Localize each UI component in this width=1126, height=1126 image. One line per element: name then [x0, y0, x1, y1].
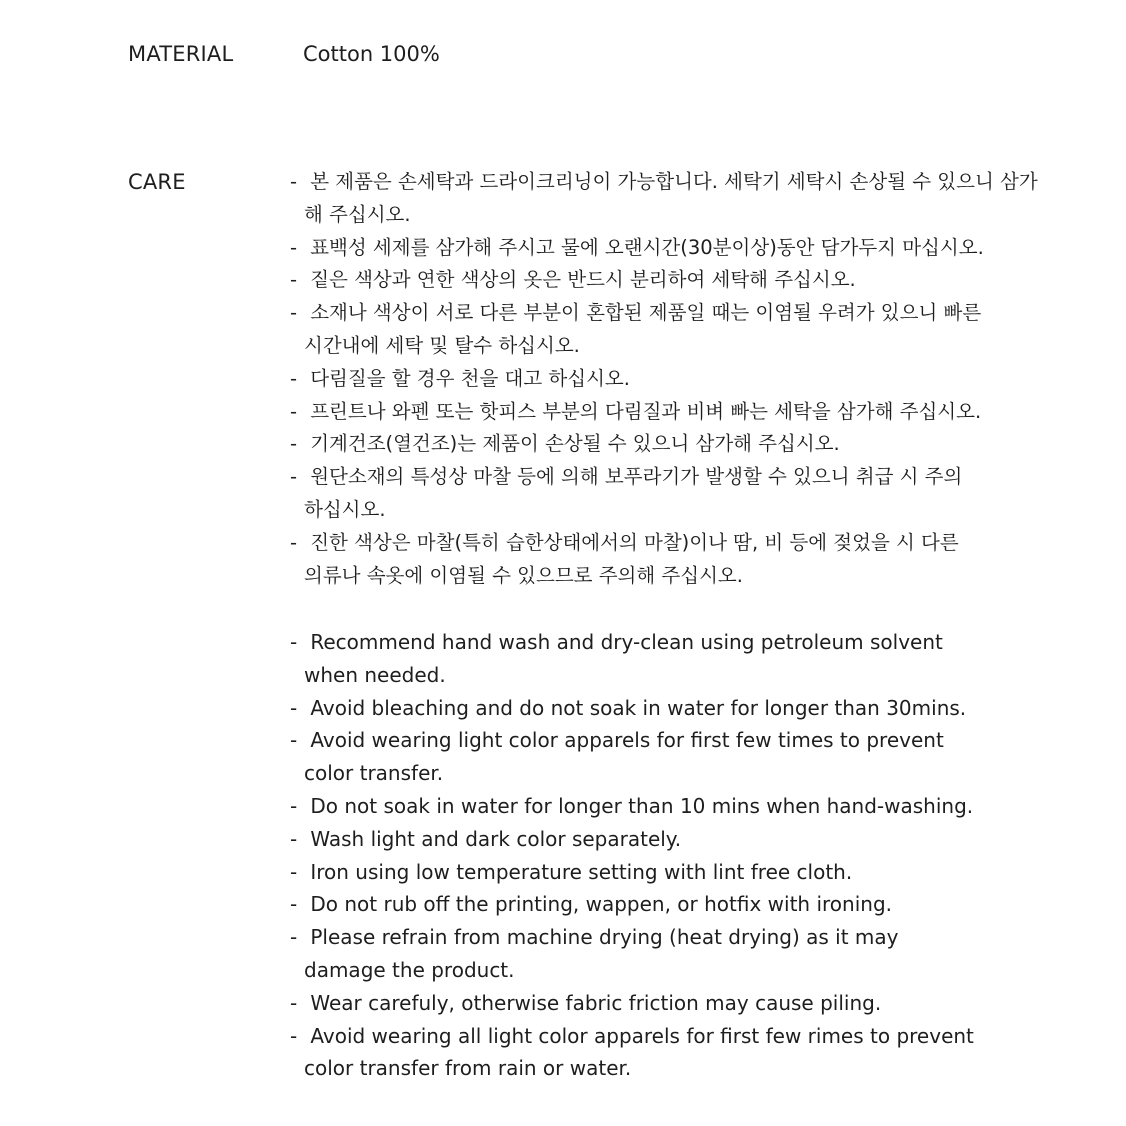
material-value: Cotton 100%: [303, 42, 440, 66]
material-label: MATERIAL: [128, 42, 234, 66]
care-ko-item: - 다림질을 할 경우 천을 대고 하십시오.: [290, 366, 630, 390]
care-en-item: - Do not soak in water for longer than 10 mins when hand-washing.: [290, 793, 974, 818]
care-instructions-english: [290, 626, 1080, 1085]
care-en-item: - Avoid bleaching and do not soak in water for longer than 30mins.: [290, 695, 967, 720]
care-en-item: - Wash light and dark color separately.: [290, 826, 682, 851]
care-ko-item: - 표백성 세제를 삼가해 주시고 물에 오랜시간(30분이상)동안 담가두지 마십시오.: [290, 235, 984, 259]
care-ko-item: - 짙은 색상과 연한 색상의 옷은 반드시 분리하여 세탁해 주십시오.: [290, 268, 856, 292]
care-label: CARE: [128, 170, 186, 194]
care-en-item: - Do not rub off the printing, wappen, or hotfix with ironing.: [290, 892, 892, 917]
care-en-item: - Wear carefuly, otherwise fabric friction may cause piling.: [290, 990, 882, 1015]
care-ko-item: - 본 제품은 손세탁과 드라이크리닝이 가능합니다. 세탁기 세탁시 손상될 수 있으니 삼가해 주십시오.: [290, 170, 1038, 226]
care-ko-item: - 진한 색상은 마찰(특히 습한상태에서의 마찰)이나 땀, 비 등에 젖었을 시 다른 의류나 속옷에 이염될 수 있으므로 주의해 주십시오.: [290, 530, 959, 587]
care-instructions-korean: [290, 166, 1080, 592]
care-en-item: - Iron using low temperature setting with lint free cloth.: [290, 859, 853, 884]
care-ko-item: - 프린트나 와펜 또는 핫피스 부분의 다림질과 비벼 빠는 세탁을 삼가해 주십시오.: [290, 399, 982, 423]
care-en-item: - Avoid wearing light color apparels for first few times to prevent color transfer.: [290, 728, 944, 786]
care-ko-item: - 원단소재의 특성상 마찰 등에 의해 보푸라기가 발생할 수 있으니 취급 시 주의 하십시오.: [290, 465, 963, 521]
care-en-item: - Avoid wearing all light color apparels for first few rimes to prevent color transfer from rain or water.: [290, 1023, 974, 1081]
care-ko-item: - 소재나 색상이 서로 다른 부분이 혼합된 제품일 때는 이염될 우려가 있으니 빠른 시간내에 세탁 및 탈수 하십시오.: [290, 301, 982, 357]
care-en-item: - Recommend hand wash and dry-clean using petroleum solvent when needed.: [290, 630, 943, 687]
care-en-item: - Please refrain from machine drying (heat drying) as it may damage the product.: [290, 925, 899, 982]
care-ko-item: - 기계건조(열건조)는 제품이 손상될 수 있으니 삼가해 주십시오.: [290, 432, 840, 456]
